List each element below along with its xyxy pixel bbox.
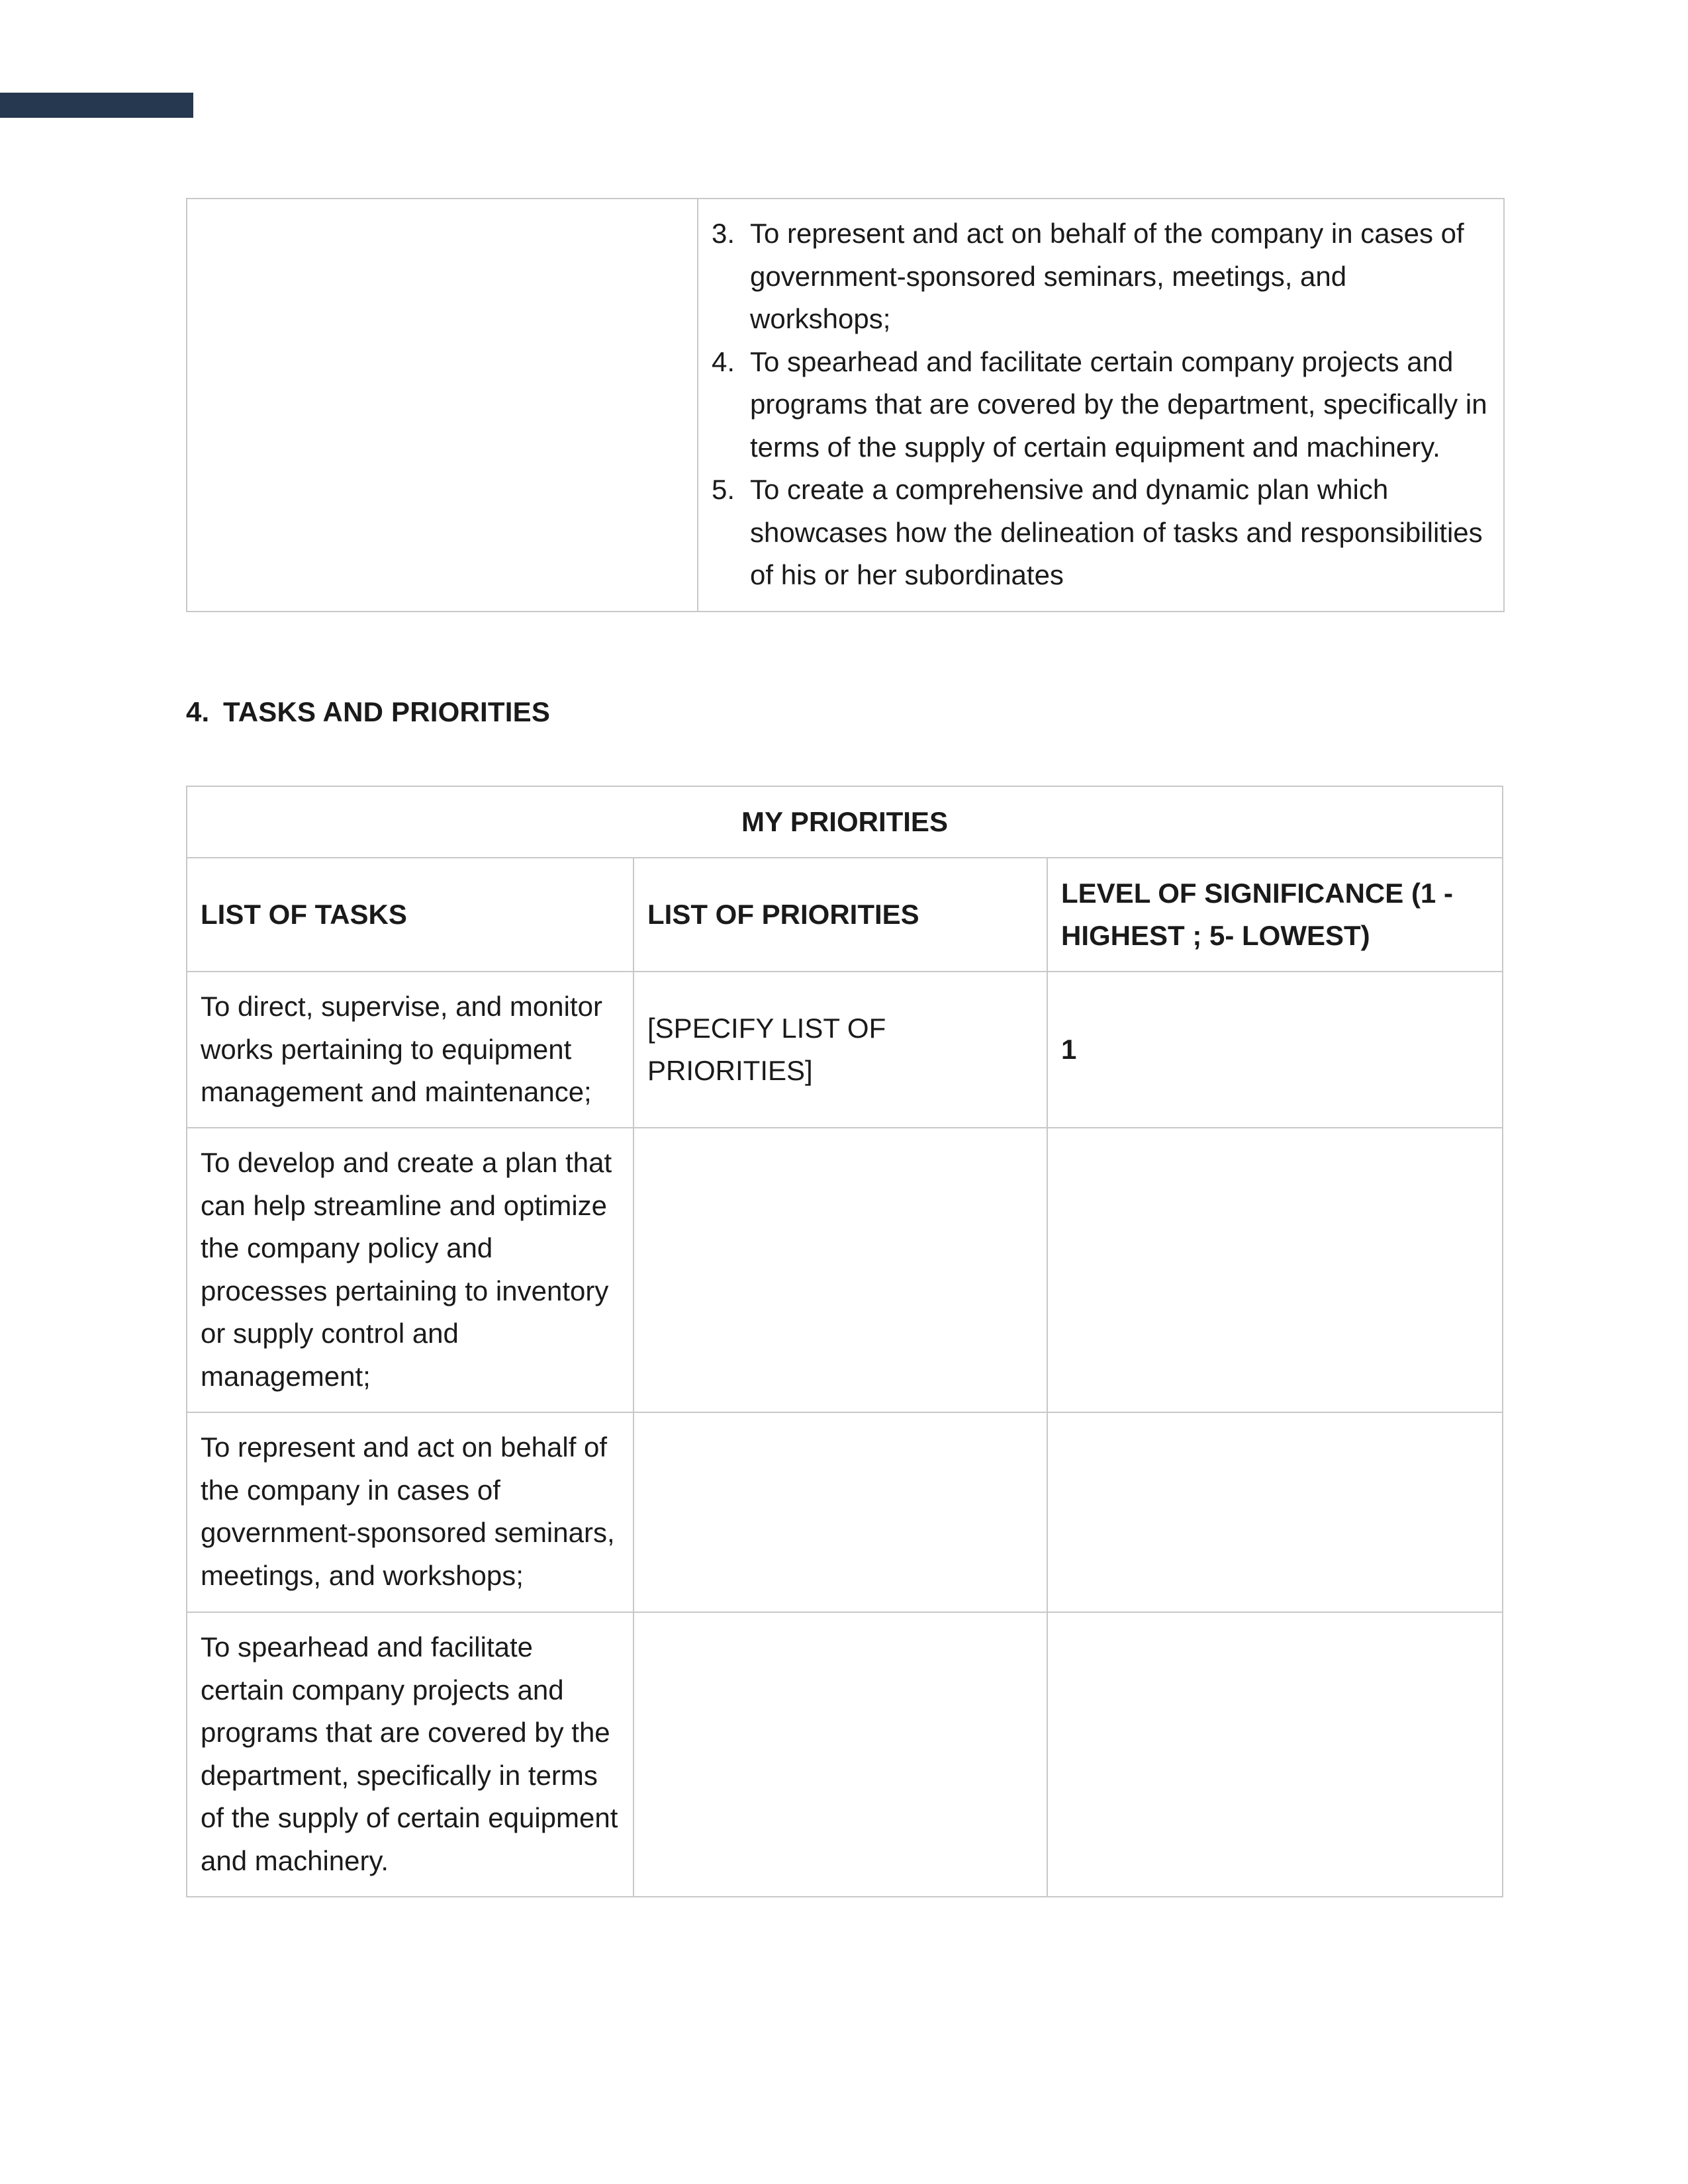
table-row — [187, 972, 1503, 1128]
table-title-row — [187, 786, 1503, 858]
task-cell: To spearhead and facilitate certain company projects and programs that are covered by the department, specifically in terms of the supply of certain equipment and machinery. — [187, 1612, 633, 1897]
list-item-number: 4. — [712, 345, 735, 377]
list-item-text: To represent and act on behalf of the company in cases of government-sponsored seminars, meetings, and workshops; — [750, 218, 1464, 334]
priorities-table — [186, 786, 1503, 1897]
list-item — [712, 212, 1493, 341]
section-heading — [186, 696, 550, 728]
table-row — [187, 1412, 1503, 1612]
table-row — [187, 1128, 1503, 1412]
task-cell: To represent and act on behalf of the company in cases of government-sponsored seminars, meetings, and workshops; — [187, 1412, 633, 1612]
responsibilities-list — [712, 212, 1493, 597]
table-header-row — [187, 858, 1503, 972]
list-item-text: To spearhead and facilitate certain company projects and programs that are covered by the department, specifically in terms of the supply of certain equipment and machinery. — [750, 345, 1487, 463]
task-cell: To develop and create a plan that can help streamline and optimize the company policy and processes pertaining to inventory or supply control and management; — [187, 1128, 633, 1412]
list-item — [712, 469, 1493, 597]
priority-cell[interactable]: [SPECIFY LIST OF PRIORITIES] — [633, 972, 1047, 1128]
task-cell: To direct, supervise, and monitor works pertaining to equipment management and maintenance; — [187, 972, 633, 1128]
responsibilities-cell — [698, 199, 1504, 612]
section-title: TASKS AND PRIORITIES — [223, 696, 551, 727]
priority-cell[interactable] — [633, 1612, 1047, 1897]
header-accent-bar — [0, 93, 193, 118]
column-header-significance: LEVEL OF SIGNIFICANCE (1 - HIGHEST ; 5- LOWEST) — [1047, 858, 1503, 972]
section-number: 4. — [186, 696, 210, 727]
significance-cell[interactable] — [1047, 1128, 1503, 1412]
table-row — [187, 199, 1504, 612]
significance-cell[interactable] — [1047, 1412, 1503, 1612]
list-item — [712, 341, 1493, 469]
significance-cell[interactable]: 1 — [1047, 972, 1503, 1128]
responsibilities-continuation-table — [186, 198, 1505, 612]
list-item-number: 5. — [712, 474, 735, 505]
column-header-tasks: LIST OF TASKS — [187, 858, 633, 972]
column-header-priorities: LIST OF PRIORITIES — [633, 858, 1047, 972]
priority-cell[interactable] — [633, 1412, 1047, 1612]
empty-cell — [187, 199, 698, 612]
list-item-text: To create a comprehensive and dynamic plan which showcases how the delineation of tasks and responsibilities of his or her subordinates — [750, 474, 1483, 590]
table-title: MY PRIORITIES — [187, 786, 1503, 858]
table-row — [187, 1612, 1503, 1897]
priority-cell[interactable] — [633, 1128, 1047, 1412]
significance-cell[interactable] — [1047, 1612, 1503, 1897]
list-item-number: 3. — [712, 218, 735, 249]
